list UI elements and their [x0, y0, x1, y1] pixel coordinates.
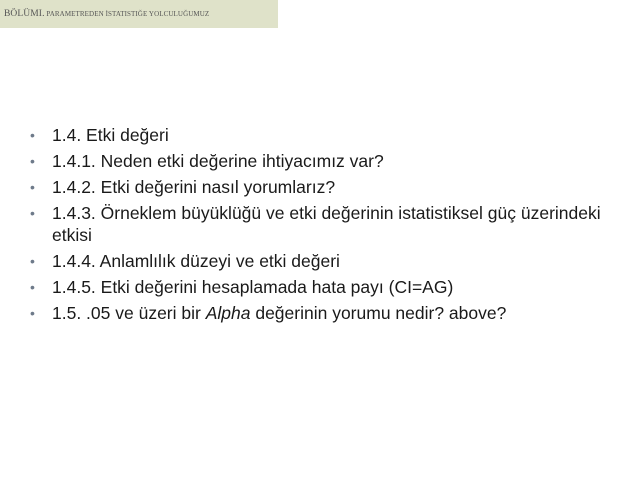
list-item: [30, 202, 610, 246]
section-title-chapter: BÖLÜMI.: [4, 9, 45, 19]
list-item-text: 1.4. Etki değeri: [52, 125, 169, 145]
list-item: [30, 176, 610, 198]
bullet-icon: •: [30, 179, 35, 195]
bullet-list: [30, 124, 610, 328]
list-item-text-end: değerinin yorumu nedir? above?: [250, 303, 507, 323]
header-bar: [0, 0, 278, 28]
list-item-text: 1.4.3. Örneklem büyüklüğü ve etki değerinin istatistiksel güç üzerindeki etkisi: [52, 203, 601, 245]
section-title-text: PARAMETREDEN İSTATISTIĞE YOLCULUĞUMUZ: [44, 10, 210, 18]
list-item: [30, 250, 610, 272]
bullet-icon: •: [30, 253, 35, 269]
bullet-icon: •: [30, 153, 35, 169]
list-item-text: 1.4.1. Neden etki değerine ihtiyacımız var?: [52, 151, 384, 171]
list-item: [30, 150, 610, 172]
list-item: [30, 124, 610, 146]
bullet-icon: •: [30, 305, 35, 321]
list-item: [30, 276, 610, 298]
bullet-icon: •: [30, 279, 35, 295]
list-item: [30, 302, 610, 324]
list-item-text: [52, 302, 610, 324]
bullet-icon: •: [30, 205, 35, 221]
section-title: [4, 8, 209, 19]
alpha-term: Alpha: [205, 303, 251, 323]
bullet-icon: •: [30, 127, 35, 143]
list-item-text: 1.4.4. Anlamlılık düzeyi ve etki değeri: [52, 251, 340, 271]
list-item-text-start: 1.5. .05 ve üzeri bir: [52, 303, 206, 323]
list-item-text: 1.4.2. Etki değerini nasıl yorumlarız?: [52, 177, 336, 197]
list-item-text: 1.4.5. Etki değerini hesaplamada hata payı (CI=AG): [52, 277, 454, 297]
